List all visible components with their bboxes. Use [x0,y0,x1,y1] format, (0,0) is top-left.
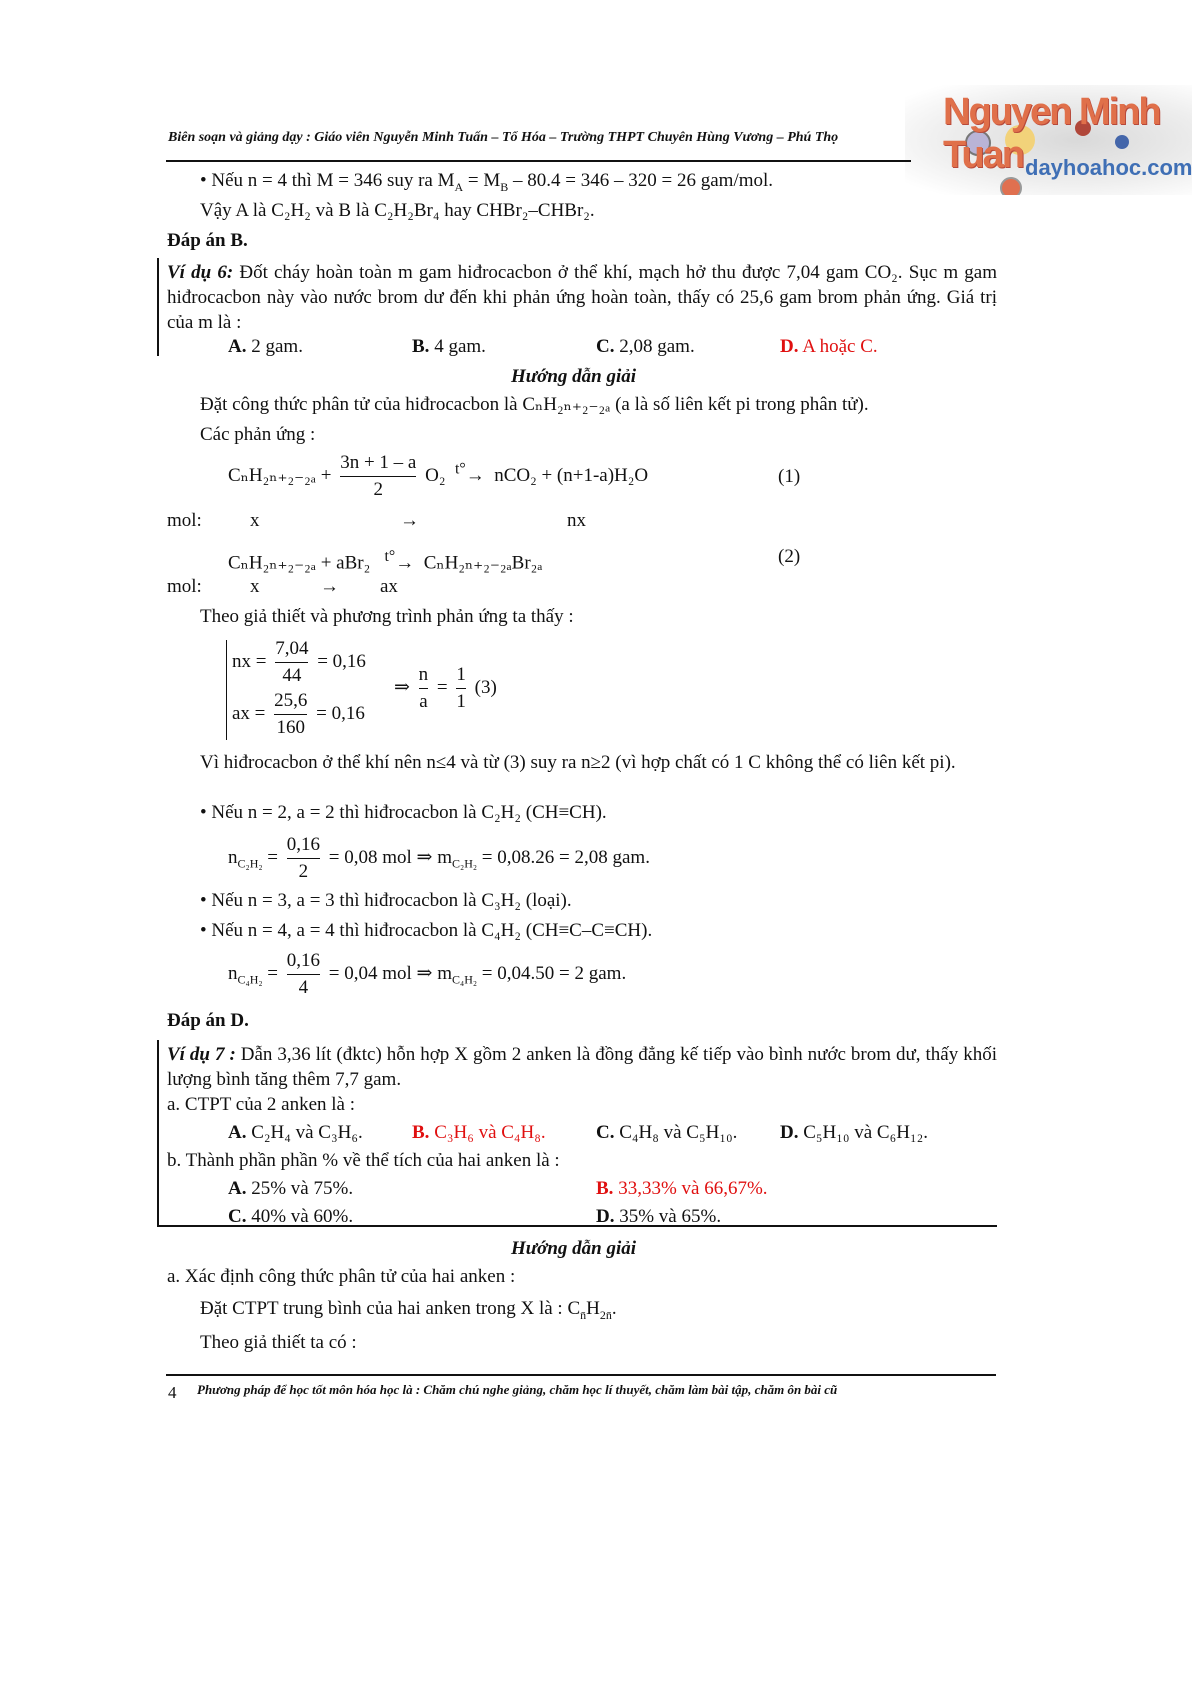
system-brace [226,640,227,740]
example-7-sol-avg: Đặt CTPT trung bình của hai anken trong X là : $C_{n̄}H_{2n̄}$. [200,1298,617,1322]
footer-rule [166,1374,996,1376]
example-6-bar [157,258,159,356]
example-7-b-option-d: D. 35% và 65%. [596,1206,722,1227]
reasoning-paragraph: Vì hiđrocacbon ở thể khí nên n≤4 và từ (3) suy ra n≥2 (vì hợp chất có 1 C không thể có liên kết pi). [200,752,956,773]
example-7-a-option-a: A. C₂H₄ và C₃H₆. [228,1122,363,1143]
author-logo [905,85,1192,195]
molecule-ball-icon [1000,177,1022,195]
case-2: • Nếu n = 3, a = 3 thì hiđrocacbon là C₃H₂ (loại). [200,890,572,911]
prev-answer: Đáp án B. [167,230,248,251]
example-7-a-option-c: C. C₄H₈ và C₅H₁₀. [596,1122,738,1143]
equation-2-tag: (2) [778,546,801,567]
equation-2: CₙH₂ₙ₊₂₋₂ₐ + aBr₂ $^{t^\circ}$→ CₙH₂ₙ₊₂₋₂ₐBr₂ₐ [228,548,543,574]
solution-intro: Đặt công thức phân tử của hiđrocacbon là CₙH₂ₙ₊₂₋₂ₐ (a là số liên kết pi trong phân tử). [200,394,869,415]
example-7-bar [157,1040,159,1226]
solution-reactions-label: Các phản ứng : [200,424,316,445]
system-row-1: nx = $\frac{7,04}{44}$ = 0,16 [232,638,366,686]
logo-name: Nguyen Minh Tuan [943,91,1160,176]
example-7-sol-a: a. Xác định công thức phân tử của hai anken : [167,1266,516,1287]
example-6-option-d: D. A hoặc C. [780,336,878,357]
header-rule [166,160,911,162]
example-6-question: Ví dụ 6: Đốt cháy hoàn toàn m gam hiđrocacbon ở thể khí, mạch hở thu được 7,04 gam CO₂. Sục m gam hiđrocacbon này vào nước brom dư đến khi phản ứng hoàn toàn, thấy có 25,6 gam brom phản ứng. Giá trị của m là : [167,262,998,333]
example-7-question: Ví dụ 7 : Dẫn 3,36 lít (đktc) hỗn hợp X gồm 2 anken là đồng đẳng kế tiếp vào bình nước brom dư, thấy khối lượng bình tăng thêm 7,7 gam. [167,1044,997,1090]
system-row-2: ax = $\frac{25,6}{160}$ = 0,16 [232,690,365,738]
mol-row-1-label: mol: [167,510,202,531]
footer-text: Phương pháp để học tốt môn hóa học là : Chăm chú nghe giảng, chăm học lí thuyết, chăm làm bài tập, chăm ôn bài cũ [197,1382,838,1397]
example-6-solution-title: Hướng dẫn giải [511,366,637,387]
example-7-solution-title: Hướng dẫn giải [511,1238,637,1259]
mol-row-2-ax: ax [380,576,398,597]
example-6-answer: Đáp án D. [167,1010,249,1031]
system-ratio: ⇒ $\frac{n}{a}$ = $\frac{1}{1}$ (3) [394,664,497,712]
equation-1-tag: (1) [778,466,801,487]
mol-row-1-x: x [250,510,260,531]
logo-site: dayhoahoc.com [1025,155,1192,180]
example-7-b-option-c: C. 40% và 60%. [228,1206,354,1227]
mol-row-2-arrow: → [320,576,339,597]
example-6-option-a: A. 2 gam. [228,336,303,357]
example-6-option-c: C. 2,08 gam. [596,336,695,357]
example-6-option-b: B. 4 gam. [412,336,486,357]
page-number: 4 [168,1383,177,1402]
example-7-sol-given: Theo giả thiết ta có : [200,1332,357,1353]
example-7-b-option-a: A. 25% và 75%. [228,1178,354,1199]
case-3: • Nếu n = 4, a = 4 thì hiđrocacbon là C₄H₂ (CH≡C–C≡CH). [200,920,653,941]
equation-1: CₙH₂ₙ₊₂₋₂ₐ + $\frac{3n + 1 - a}{2}$ O₂ $^{t^\circ}$→ nCO₂ + (n+1-a)H₂O [228,452,649,500]
case-1: • Nếu n = 2, a = 2 thì hiđrocacbon là C₂H₂ (CH≡CH). [200,802,607,823]
example-7-part-b: b. Thành phần phần % về thể tích của hai anken là : [167,1150,560,1171]
case-3-calc: $n_{C_4H_2}$ = $\frac{0,16}{4}$ = 0,04 mol ⇒ $m_{C_4H_2} = 0,04.50 = 2$ gam. [228,950,627,998]
mol-row-2-label: mol: [167,576,202,597]
mol-row-1-arrow: → [400,510,419,531]
case-1-calc: $n_{C_2H_2}$ = $\frac{0,16}{2}$ = 0,08 mol ⇒ $m_{C_2H_2} = 0,08.26 = 2,08$ gam. [228,834,650,882]
page-header: Biên soạn và giảng dạy : Giáo viên Nguyễn Minh Tuấn – Tổ Hóa – Trường THPT Chuyên Hùng Vương – Phú Thọ [168,130,839,145]
example-7-part-a: a. CTPT của 2 anken là : [167,1094,356,1115]
prev-line-2: Vậy A là C₂H₂ và B là C₂H₂Br₄ hay CHBr₂–CHBr₂. [200,200,595,221]
mol-row-2-x: x [250,576,260,597]
system-intro: Theo giả thiết và phương trình phản ứng ta thấy : [200,606,574,627]
mol-row-1-nx: nx [567,510,586,531]
example-7-b-option-b: B. 33,33% và 66,67%. [596,1178,768,1199]
example-7-a-option-d: D. C₅H₁₀ và C₆H₁₂. [780,1122,928,1143]
prev-line-1: • Nếu n = 4 thì M = 346 suy ra $M_A = M_B - 80.4 = 346 - 320 = 26$ gam/mol. [200,170,774,194]
example-7-a-option-b: B. C₃H₆ và C₄H₈. [412,1122,546,1143]
